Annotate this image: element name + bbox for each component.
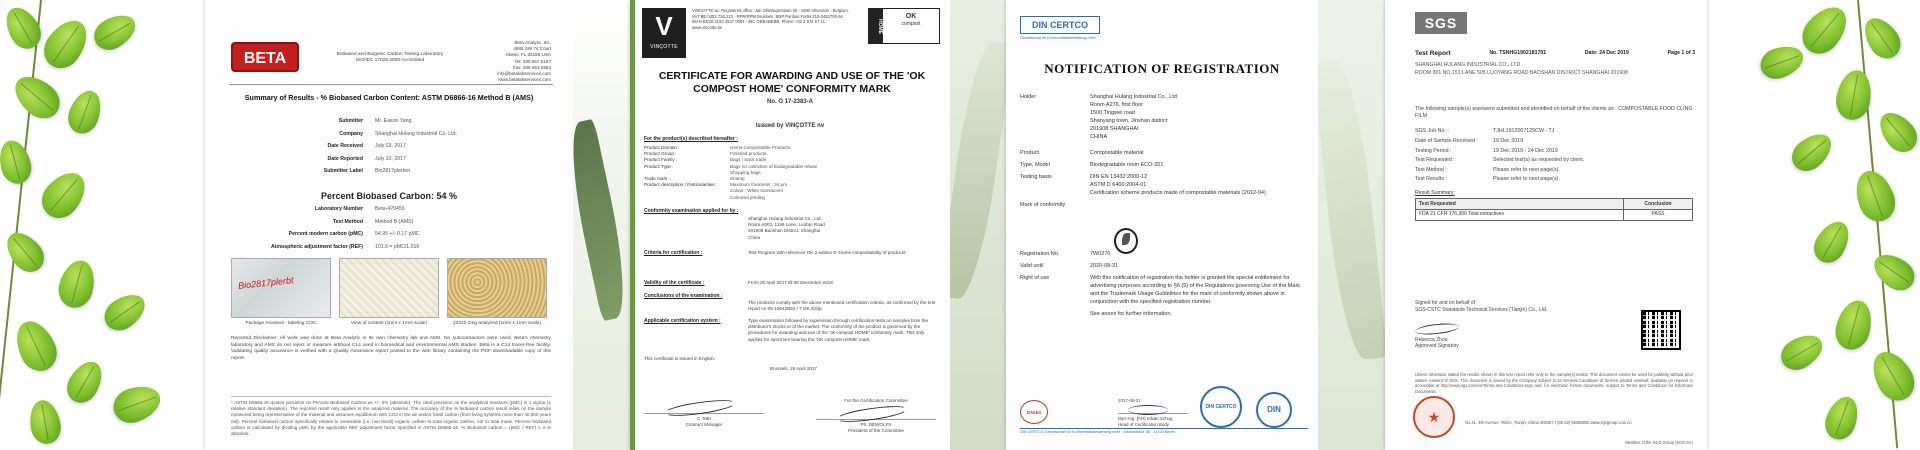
table-row: FDA 21 CFR 176.300 Total extractives PASS: [1416, 209, 1692, 220]
din-signature-block: 2017-08-31 Dipl.-Ing. (FH) Silvan Schug Head of Certification Body: [1118, 398, 1188, 428]
din-certco-logo: DIN CERTCO: [1020, 16, 1100, 34]
biobased-percent: Percent Biobased Carbon: 54 %: [320, 191, 458, 201]
field-row: Percent modern carbon (pMC) 54.95 +/- 0.17 pMC: [288, 231, 420, 238]
qr-code-icon: [1641, 310, 1681, 350]
leaf: [0, 226, 51, 279]
beta-analytic-report: [205, 0, 573, 450]
leaf: [36, 12, 95, 75]
certificate-title: CERTIFICATE FOR AWARDING AND USE OF THE 'OK COMPOST HOME' CONFORMITY MARK: [658, 70, 926, 95]
sample-photo-analyzed: [447, 258, 547, 318]
conclusions-text: The products comply with the above mentioned certification criteria, as confirmed by the test report no 05-10642B82 / 7 OK 2(0)p.: [748, 300, 936, 312]
applicant-address: Shanghai Hulang Industrial Co., Ltd. Room A603, 1199 Lane, Luofan Road 201908 Baoshan District, Shanghai China: [748, 216, 825, 240]
detail-row: Valid until 2020-08-31: [1020, 263, 1119, 270]
field-row: Test Method Method B (AMS): [332, 218, 414, 225]
beta-report-title: Summary of Results - % Biobased Carbon Content: ASTM D6866-16 Method B (AMS): [244, 93, 534, 102]
din-footer: [1020, 386, 1308, 436]
list-item: Product description / Particularities : Maximum thickness : 34 µm: [644, 182, 788, 188]
leaf: [98, 287, 151, 337]
foliage-leaf: [950, 38, 1006, 301]
detail-row: Product Compostable material: [1020, 149, 1144, 156]
sgs-test-report: [1385, 0, 1707, 450]
sgs-address: No.41, 4th Avenue, TEDA, Tianjin, China 300457 t (86-22) 65288000 www.sgsgroup.com.cn: [1465, 420, 1632, 425]
registration-details: [1020, 94, 1310, 323]
detail-row: Testing basis DIN EN 13432:2000-12 ASTM D 6400:2004-01 Certification scheme products made of compostable materials (2012-04): [1020, 173, 1266, 196]
product-list: [644, 145, 934, 201]
background-foliage: [950, 0, 1006, 450]
signature-left: C. MEI Contract Manager: [644, 398, 764, 435]
notification-title: NOTIFICATION OF REGISTRATION: [1044, 61, 1280, 76]
leaf: [1864, 344, 1920, 407]
leaf: [34, 164, 94, 225]
info-row: Date of Sample Received : 19 Dec 2019: [1415, 137, 1524, 144]
leaf-decoration-right: [1707, 0, 1920, 450]
list-item: Coloured printing: [730, 194, 765, 200]
beta-footnote: * ASTM D6866-16 quotes precision on Percent Biobased Carbon as +/- 3% (absolute). The cited precision on the analytical measure (pMC) is 1 sigma (1 relative standard deviation). The reported result only applies to the analyzed material. The accuracy of the % biobased carbon result relies on the sample measured being representative of the material and assumes equilibrium with CO2 in the air and/or fossil carbon (from living systems more than 40,000 years old). Percent biobased carbon specifically relates to renewable (i.e. non-fossil) organic carbon to total organic carbon, not to total mass. Percent biobased carbon is calculated by dividing pMC by the applicable REF adjustment factor specified in ASTM D6866-16. % Biobased carbon = (pMC / REF) x 3 % absolute.: [231, 396, 551, 437]
section-heading: For the product(s) described hereafter :: [644, 136, 738, 142]
field-row: Submitter Mr. Eason Yang: [338, 118, 412, 124]
info-row: Testing Period : 19 Dec 2019 - 24 Dec 2019: [1415, 147, 1558, 154]
leaf: [63, 86, 106, 138]
sgs-report-header: Test Report No. TSNHG1902181701 Date: 24 Dec 2019 Page 1 of 3 SHANGHAI HULANG INDUSTRIAL CO., LTD ROOM 301 NO.151 LANE 505 LUOYANG ROAD BAOSHAN DISTRICT SHANGHAI 201908: [1415, 50, 1695, 76]
leaf: [1794, 0, 1855, 61]
certificate-number: No. O 17-2383-A: [766, 99, 814, 105]
sgs-member-line: Member of the SGS Group (SGS SA): [1625, 440, 1693, 445]
sample-photo-package: Bio2817plerbt: [231, 258, 331, 318]
section-heading: Validity of the certificate :: [644, 280, 705, 286]
list-item: Shopping bags: [730, 169, 761, 175]
result-summary-label: Result Summary:: [1415, 190, 1455, 196]
field-row: Atmospheric adjustment factor (REF) 101.6 = pMC/1.016: [271, 243, 420, 250]
field-row: Date Received July 03, 2017: [327, 143, 406, 150]
sgs-sample-info: The following sample(s) was/were submitted and identified on behalf of the clients as : COMPOSTABLE FOOD CLING FILM SGS Job No. : TJHL1912007129CW - TJ Date of Sample Received : 19 Dec 2019 Testing Period : 19 Dec 2019 - 24 Dec 2019 Test Requested : Selected test(s) as requested by client. Test Method : Please refer to next page(s). Test Results : Please refer to next page(s).: [1415, 106, 1695, 186]
leaf: [1808, 215, 1856, 268]
handwritten-signature: [644, 398, 764, 414]
field-row: Company Shanghai Hulang Industrial Co. Ltd.: [339, 130, 457, 137]
sample-photo-content: [339, 258, 439, 318]
list-item: Trade mark : Shamp: [644, 175, 745, 181]
leaf: [1820, 392, 1863, 444]
detail-row: Mark of conformity: [1020, 201, 1066, 208]
leaf: [1831, 296, 1877, 353]
beta-submitter-fields: [245, 118, 545, 181]
detail-row: Holder Shanghai Hulang Industrial Co., Ltd. Room A276, first floor 1500 Tingwei road Shanyang town, Jinshan district 201908 SHANGHAI CHINA: [1020, 94, 1179, 140]
criteria-text: Test Program with reference OK 2 edition D 'Home compostability of products': [748, 250, 907, 255]
leaf: [109, 380, 166, 428]
twig: [0, 0, 42, 448]
red-seal-icon: [1413, 396, 1455, 438]
list-item: Product Domain : Home Compostable Products: [644, 145, 791, 150]
leaf: [54, 256, 99, 311]
info-row: SGS Job No. : TJHL1912007129CW - TJ: [1415, 128, 1555, 135]
sgs-logo: SGS: [1415, 12, 1467, 34]
leaf: [1867, 247, 1920, 297]
side-band: [630, 0, 635, 450]
leaf: [88, 8, 141, 56]
list-item: Product Type : Bags for collection of biodegradable refuse: [644, 163, 818, 169]
leaf-decoration-left: [0, 0, 170, 450]
sgs-fine-print: Unless otherwise stated the results shown in this test report refer only to the sample(s) tested. This document cannot be used for publicity without prior written consent of SGS. This document is issued by the Company subject to its General Conditions of Service printed overleaf, available on request or accessible at http://www.sgs.com/en/Terms-and-Conditions.aspx and, for electronic format documents, subject to Terms and Conditions for Electronic Documents.: [1415, 372, 1693, 394]
din-footer-text: DIN CERTCO Gesellschaft für Konformitätsbewertung mbH · Alboinstraße 56 · 12103 Berlin: [1020, 428, 1308, 436]
dakks-logo: DAkkS: [1020, 400, 1048, 424]
surveillance-text: Type examination followed by supervision through certification tests on samples from the distributor's stocks or of the market. The conformity of the product is governed by the procedures for awarding and use of the 'ok compost HOME' conformity mark. This only applies for specimen bearing the 'OK compost HOME' mark.: [748, 318, 929, 342]
info-row: Test Method : Please refer to next page(s).: [1415, 166, 1560, 173]
beta-lab-heading: Biobased and Biogenic Carbon Testing Laboratory ISO/IEC 17025:2005-Accredited: [336, 52, 444, 64]
issued-by: Issued by VINÇOTTE nv: [755, 123, 825, 129]
section-heading: Conclusions of the examination :: [644, 293, 723, 299]
handwritten-signature: [816, 404, 936, 420]
sample-photos: [231, 258, 547, 318]
din-certco-subtitle: Gesellschaft für Konformitätsbewertung mbH: [1020, 36, 1096, 40]
compostable-seedling-icon: [1114, 228, 1138, 254]
background-foliage: [573, 0, 630, 450]
issue-date-place: Brussels, 26 April 2017: [770, 366, 817, 371]
ok-compost-home-logo: HOME OK compost: [868, 8, 940, 44]
validity-text: From 26 April 2017 till 06 December 2018: [748, 280, 833, 285]
leaf: [1756, 40, 1808, 83]
photo-captions: Package received - labeling COC View of content (1mm x 1mm scale) 23222 1mg analyzed (1mm x 1mm scale): [245, 321, 541, 326]
field-row: Date Reported July 10, 2017: [327, 155, 406, 162]
leaf: [61, 355, 109, 408]
vincotte-header-text: VINCOTTE sa. Registered office: Jan Olieslagerslaan 35 - 1800 Vilvoorde - Belgium. VAT BE 0402.726.223 - RPR/RPM Brussels. BNP Paribas Fortis 210-0452700-94. IBAN BE28 2100 4527 0094 - BIC GEBABEBB. Phone +32 2 674 57 11. www.vincotte.be: [692, 8, 849, 31]
signature-right: For the Certification Committee Ph. DEWOLFS President of the Committee: [816, 398, 936, 435]
leaf: [7, 68, 67, 126]
detail-row: Type, Model Biodegradable resin ECO-201: [1020, 161, 1164, 168]
vincotte-certificate: [630, 0, 950, 450]
leaf: [1857, 11, 1907, 64]
leaf: [1849, 165, 1901, 226]
section-heading: Conformity examination applied for by :: [644, 208, 739, 214]
handwritten-signature: [1415, 320, 1465, 334]
beta-logo: BETA: [231, 42, 299, 72]
table-header-row: Test Requested Conclusion: [1416, 199, 1692, 209]
list-item: Colour : White translucent: [730, 188, 783, 194]
list-item: Product Family : Bags / Sack trade: [644, 157, 767, 163]
english-note: This certificate is issued in English.: [644, 356, 716, 361]
leaf: [0, 137, 35, 187]
list-item: Product Group : Finished products: [644, 151, 767, 157]
leaf: [26, 398, 63, 447]
leaf: [1775, 328, 1828, 376]
vincotte-logo: V VINÇOTTE: [642, 8, 686, 58]
background-foliage: [1318, 0, 1385, 450]
din-certco-seal: DIN CERTCO: [1200, 386, 1242, 428]
din-badge: DIN: [1256, 392, 1292, 428]
field-row: Laboratory Number Beta-470456: [314, 206, 405, 212]
leaf: [9, 315, 64, 377]
result-table: [1415, 198, 1693, 221]
section-heading: Applicable certification system :: [644, 318, 721, 324]
beta-result-fields: [245, 206, 545, 256]
handwritten-signature: [1118, 404, 1188, 414]
foliage-leaf: [1318, 59, 1385, 362]
din-certco-notification: [1006, 0, 1318, 450]
info-row: Test Requested : Selected test(s) as requested by client.: [1415, 157, 1585, 164]
foliage-leaf: [573, 119, 630, 322]
section-heading: Criteria for certification :: [644, 250, 703, 256]
sgs-signature-block: Signed for and on behalf of SGS-CSTC Standards Technical Services (Tianjin) Co., Ltd. Rebecca Zhou Approved Signatory: [1415, 300, 1548, 350]
detail-row: Right of use With this notification of registration the holder is granted the special entitlement for advertising purposes according to §6 (5) of the Regulations governing Use of the Mark and the Trademark Usage Guidelines for the mark of conformity shown above in conjunction with the specified registration number. See annex for further information.: [1020, 275, 1301, 317]
leaf: [1786, 126, 1839, 177]
field-row: Submitter Label Bio2817plerbot: [323, 168, 410, 175]
divider: [229, 84, 553, 85]
info-row: Test Results : Please refer to next page(s).: [1415, 176, 1560, 183]
beta-disclaimer: Reported Disclaimer: All work was done at Beta Analytic in its own chemistry lab and AMS. No subcontractors were used. Beta's chemistry laboratory and AMS do not reject or measure artificial C14 used in biomedical and environmental AMS studies. Beta is a C14 tracer-free facility. Validating quality assurance is verified with a Quality Assurance report posted to the web library containing the PDF downloadable copy of this report.: [231, 336, 551, 361]
leaf: [1872, 106, 1920, 159]
beta-address: Beta Analytic, Inc. 4985 SW 74 Court Miami, FL 33155 USA Tel: 305 667 5167 Fax: 305 663 0964 info@betalabservices.com www.betalabservices.com: [497, 40, 551, 83]
detail-row: Registration No. 7W0270: [1020, 251, 1111, 258]
signatures: [644, 398, 936, 435]
